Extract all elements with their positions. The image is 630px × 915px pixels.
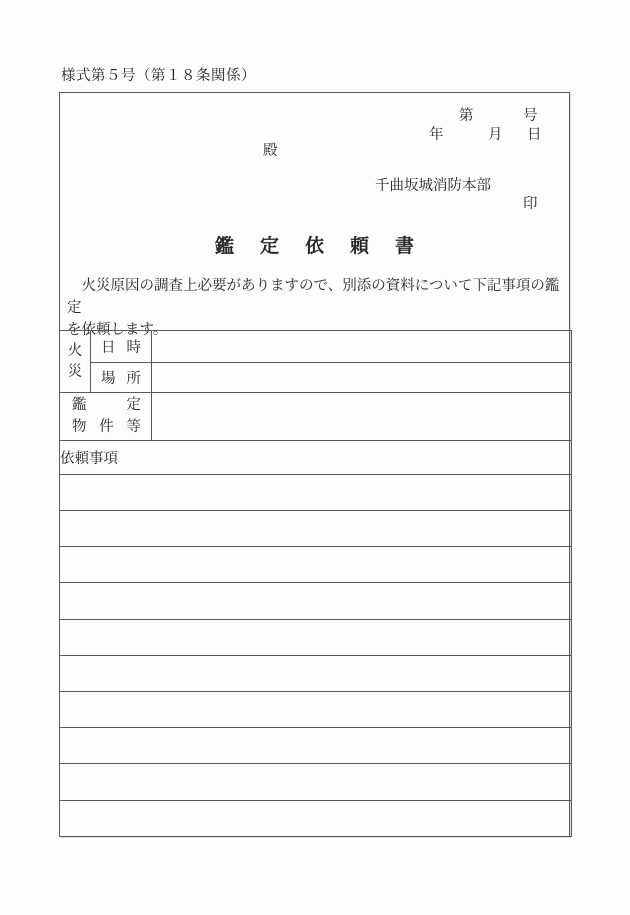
body-line: 火災原因の調査上必要がありますので、別添の資料について下記事項の鑑定 [67, 278, 560, 316]
title-char: 定 [259, 236, 279, 257]
document-frame [59, 92, 570, 837]
request-header-row [60, 440, 572, 474]
empty-row [60, 655, 572, 691]
subject-value-cell [152, 393, 572, 440]
place-label-char: 場 [101, 371, 116, 388]
empty-cell [60, 583, 572, 619]
empty-row [60, 800, 572, 836]
empty-row [60, 511, 572, 547]
empty-row [60, 764, 572, 800]
empty-cell [60, 764, 572, 800]
empty-cell [60, 511, 572, 547]
body-line: を依頼します。 [67, 322, 168, 338]
document-title [60, 231, 569, 258]
fire-char: 災 [67, 363, 83, 380]
place-value-cell [152, 363, 572, 393]
day-label: 日 [527, 127, 542, 143]
title-char: 鑑 [214, 236, 234, 257]
empty-cell [60, 692, 572, 728]
empty-cell [60, 619, 572, 655]
fire-place-row [60, 363, 572, 393]
title-char: 書 [395, 236, 415, 257]
datetime-label-cell [91, 331, 152, 363]
issuer-name: 千曲坂城消防本部 [375, 178, 491, 194]
subject-label-char: 物 [72, 419, 87, 436]
datetime-label-char: 時 [126, 340, 141, 357]
empty-cell [60, 547, 572, 583]
datetime-label-char: 日 [101, 340, 116, 357]
empty-row [60, 474, 572, 510]
empty-row [60, 619, 572, 655]
empty-row [60, 692, 572, 728]
form-number-note: 様式第５号（第１８条関係） [61, 68, 256, 84]
doc-number-prefix-label: 第 [459, 108, 474, 124]
empty-cell [60, 655, 572, 691]
subject-row [60, 393, 572, 440]
addressee-honorific: 殿 [263, 143, 278, 159]
month-label: 月 [488, 127, 503, 143]
empty-cell [60, 474, 572, 510]
title-char: 頼 [350, 236, 370, 257]
subject-label-cell [60, 393, 152, 440]
title-char: 依 [304, 236, 324, 257]
request-table [59, 330, 572, 837]
place-label-char: 所 [126, 371, 141, 388]
subject-label-char: 件 [99, 419, 114, 436]
place-label-cell [91, 363, 152, 393]
subject-label-char: 鑑 [72, 397, 87, 414]
subject-label-char: 等 [126, 419, 141, 436]
doc-number-suffix-label: 号 [523, 108, 538, 124]
seal-label: 印 [523, 196, 538, 212]
fire-datetime-row [60, 331, 572, 363]
datetime-value-cell [152, 331, 572, 363]
empty-row [60, 728, 572, 764]
fire-char: 火 [67, 342, 83, 359]
empty-cell [60, 800, 572, 836]
fire-header-cell [60, 331, 91, 393]
year-label: 年 [429, 127, 444, 143]
empty-row [60, 583, 572, 619]
empty-row [60, 547, 572, 583]
request-label-cell: 依頼事項 [60, 440, 572, 474]
empty-cell [60, 728, 572, 764]
subject-label-char: 定 [126, 397, 141, 414]
